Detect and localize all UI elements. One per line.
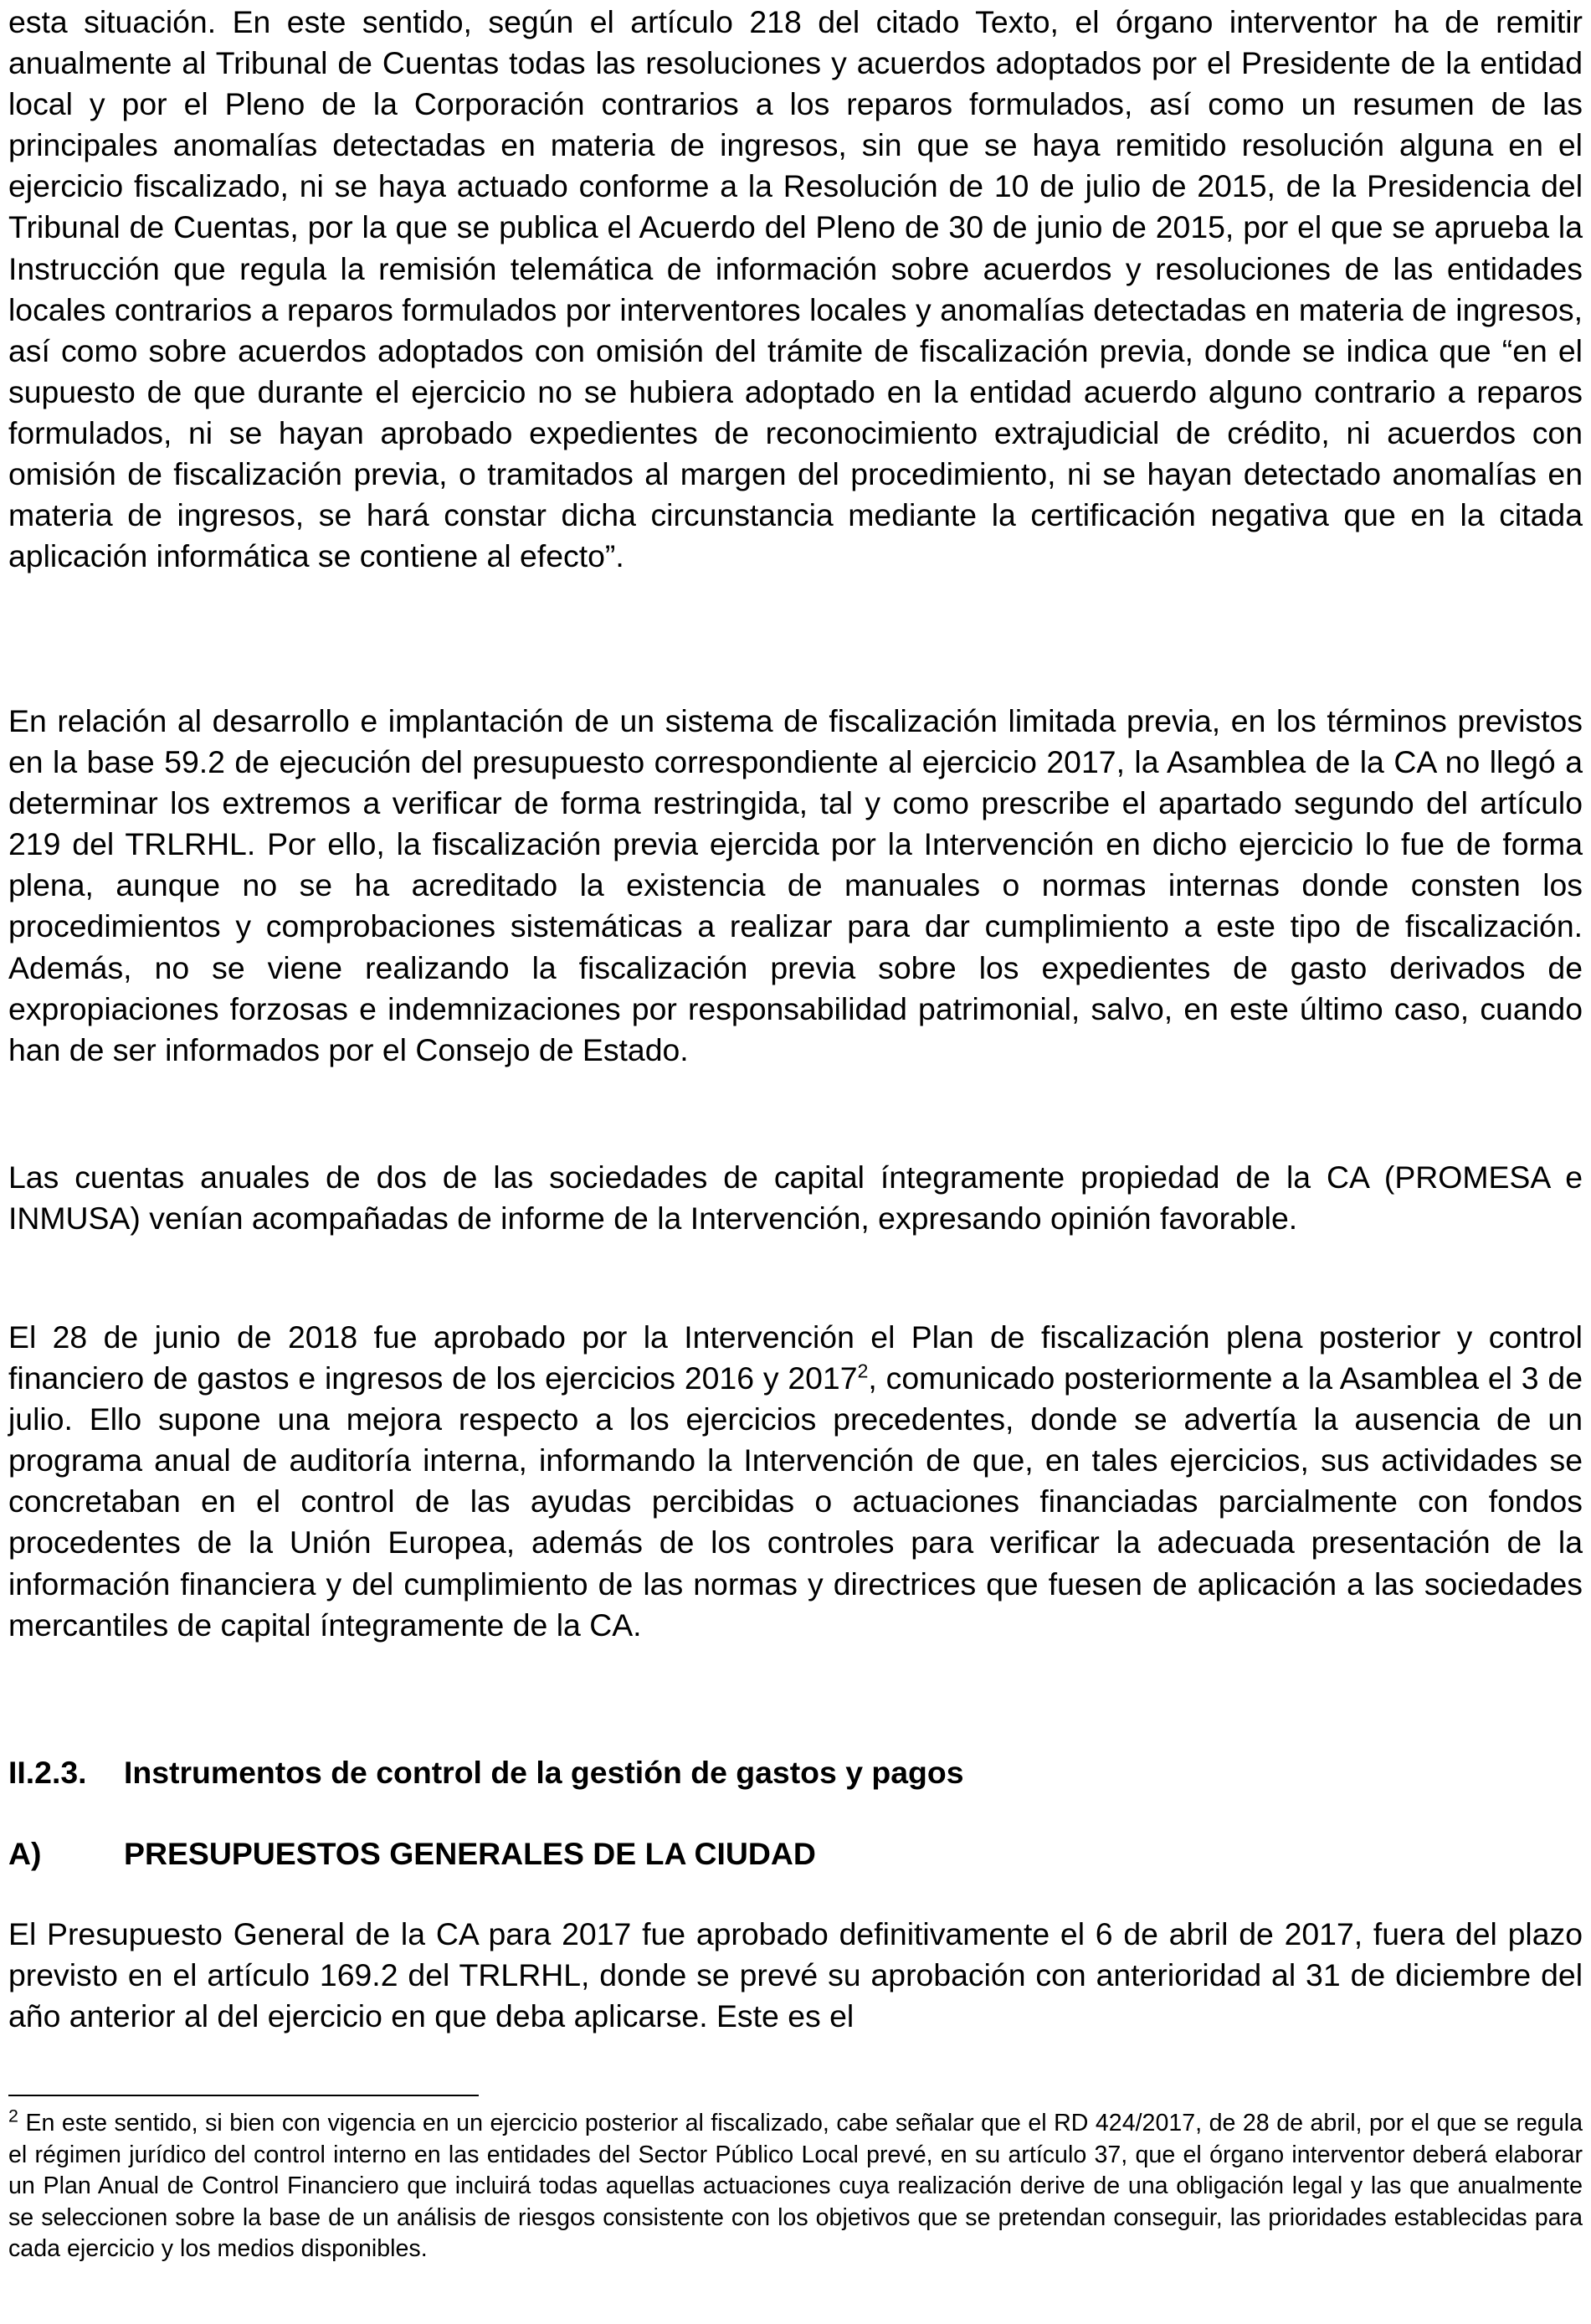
footnote-mark: 2 [8,2105,18,2126]
section-heading [8,1752,1583,1793]
footnote [8,2105,1583,2265]
subsection-heading [8,1833,1583,1874]
paragraph-fiscalizacion-limitada: En relación al desarrollo e implantación de un sistema de fiscalización limitada previa, en los términos previstos en la base 59.2 de ejecución del presupuesto correspondiente al ejercicio 2017, la Asamblea de la CA no llegó a determinar los extremos a verificar de forma restringida, tal y como prescribe el apartado segundo del artículo 219 del TRLRHL. Por ello, la fiscalización previa ejercida por la Intervención en dicho ejercicio lo fue de forma plena, aunque no se ha acreditado la existencia de manuales o normas internas donde consten los procedimientos y comprobaciones sistemáticas a realizar para dar cumplimiento a este tipo de fiscalización. Además, no se viene realizando la fiscalización previa sobre los expedientes de gasto derivados de expropiaciones forzosas e indemnizaciones por responsabilidad patrimonial, salvo, en este último caso, cuando han de ser informados por el Consejo de Estado. [8,703,1583,1067]
paragraph-reparos: esta situación. En este sentido, según el artículo 218 del citado Texto, el órgano interventor ha de remitir anualmente al Tribunal de Cuentas todas las resoluciones y acuerdos adoptados por el Presidente de la entidad local y por el Pleno de la Corporación contrarios a los reparos formulados, así como un resumen de las principales anomalías detectadas en materia de ingresos, sin que se haya remitido resolución alguna en el ejercicio fiscalizado, ni se haya actuado conforme a la Resolución de 10 de julio de 2015, de la Presidencia del Tribunal de Cuentas, por la que se publica el Acuerdo del Pleno de 30 de junio de 2015, por el que se aprueba la Instrucción que regula la remisión telemática de información sobre acuerdos y resoluciones de las entidades locales contrarios a reparos formulados por interventores locales y anomalías detectadas en materia de ingresos, así como sobre acuerdos adoptados con omisión del trámite de fiscalización previa, donde se indica que “en el supuesto de que durante el ejercicio no se hubiera adoptado en la entidad acuerdo alguno contrario a reparos formulados, ni se hayan aprobado expedientes de reconocimiento extrajudicial de crédito, ni acuerdos con omisión de fiscalización previa, o tramitados al margen del procedimiento, ni se hayan detectado anomalías en materia de ingresos, se hará constar dicha circunstancia mediante la certificación negativa que en la citada aplicación informática se contiene al efecto”. [8,4,1583,574]
paragraph-text-start: El 28 de junio de 2018 fue aprobado por la Intervención el Plan de fiscalización plena posterior y control financiero de gastos e ingresos de los ejercicios 2016 y 2017 [8,1319,1583,1396]
paragraph-presupuesto-general: El Presupuesto General de la CA para 2017 fue aprobado definitivamente el 6 de abril de 2017, fuera del plazo previsto en el artículo 169.2 del TRLRHL, donde se prevé su aprobación con anterioridad al 31 de diciembre del año anterior al del ejercicio en que deba aplicarse. Este es el [8,1916,1583,2034]
subsection-letter: A) [8,1836,42,1871]
section-title: Instrumentos de control de la gestión de gastos y pagos [124,1755,964,1790]
subsection-title: PRESUPUESTOS GENERALES DE LA CIUDAD [124,1836,816,1871]
footnote-text: En este sentido, si bien con vigencia en un ejercicio posterior al fiscalizado, cabe señalar que el RD 424/2017, de 28 de abril, por el que se regula el régimen jurídico del control interno en las entidades del Sector Público Local prevé, en su artículo 37, que el órgano interventor deberá elaborar un Plan Anual de Control Financiero que incluirá todas aquellas actuaciones cuya realización derive de una obligación legal y las que anualmente se seleccionen sobre la base de un análisis de riesgos consistente con los objetivos que se pretendan conseguir, las prioridades establecidas para cada ejercicio y los medios disponibles. [8,2110,1583,2263]
paragraph-plan-fiscalizacion [8,1317,1583,1646]
paragraph-text-end: , comunicado posteriormente a la Asamblea el 3 de julio. Ello supone una mejora respecto a los ejercicios precedentes, donde se advertía la ausencia de un programa anual de auditoría interna, informando la Intervención de que, en tales ejercicios, sus actividades se concretaban en el control de las ayudas percibidas o actuaciones financiadas parcialmente con fondos procedentes de la Unión Europea, además de los controles para verificar la adecuada presentación de la información financiera y del cumplimiento de las normas y directrices que fuesen de aplicación a las sociedades mercantiles de capital íntegramente de la CA. [8,1360,1583,1643]
section-number: II.2.3. [8,1755,87,1790]
paragraph-cuentas-anuales: Las cuentas anuales de dos de las sociedades de capital íntegramente propiedad de la CA (PROMESA e INMUSA) venían acompañadas de informe de la Intervención, expresando opinión favorable. [8,1159,1583,1237]
footnote-reference: 2 [857,1360,869,1382]
footnote-separator [8,2095,479,2096]
